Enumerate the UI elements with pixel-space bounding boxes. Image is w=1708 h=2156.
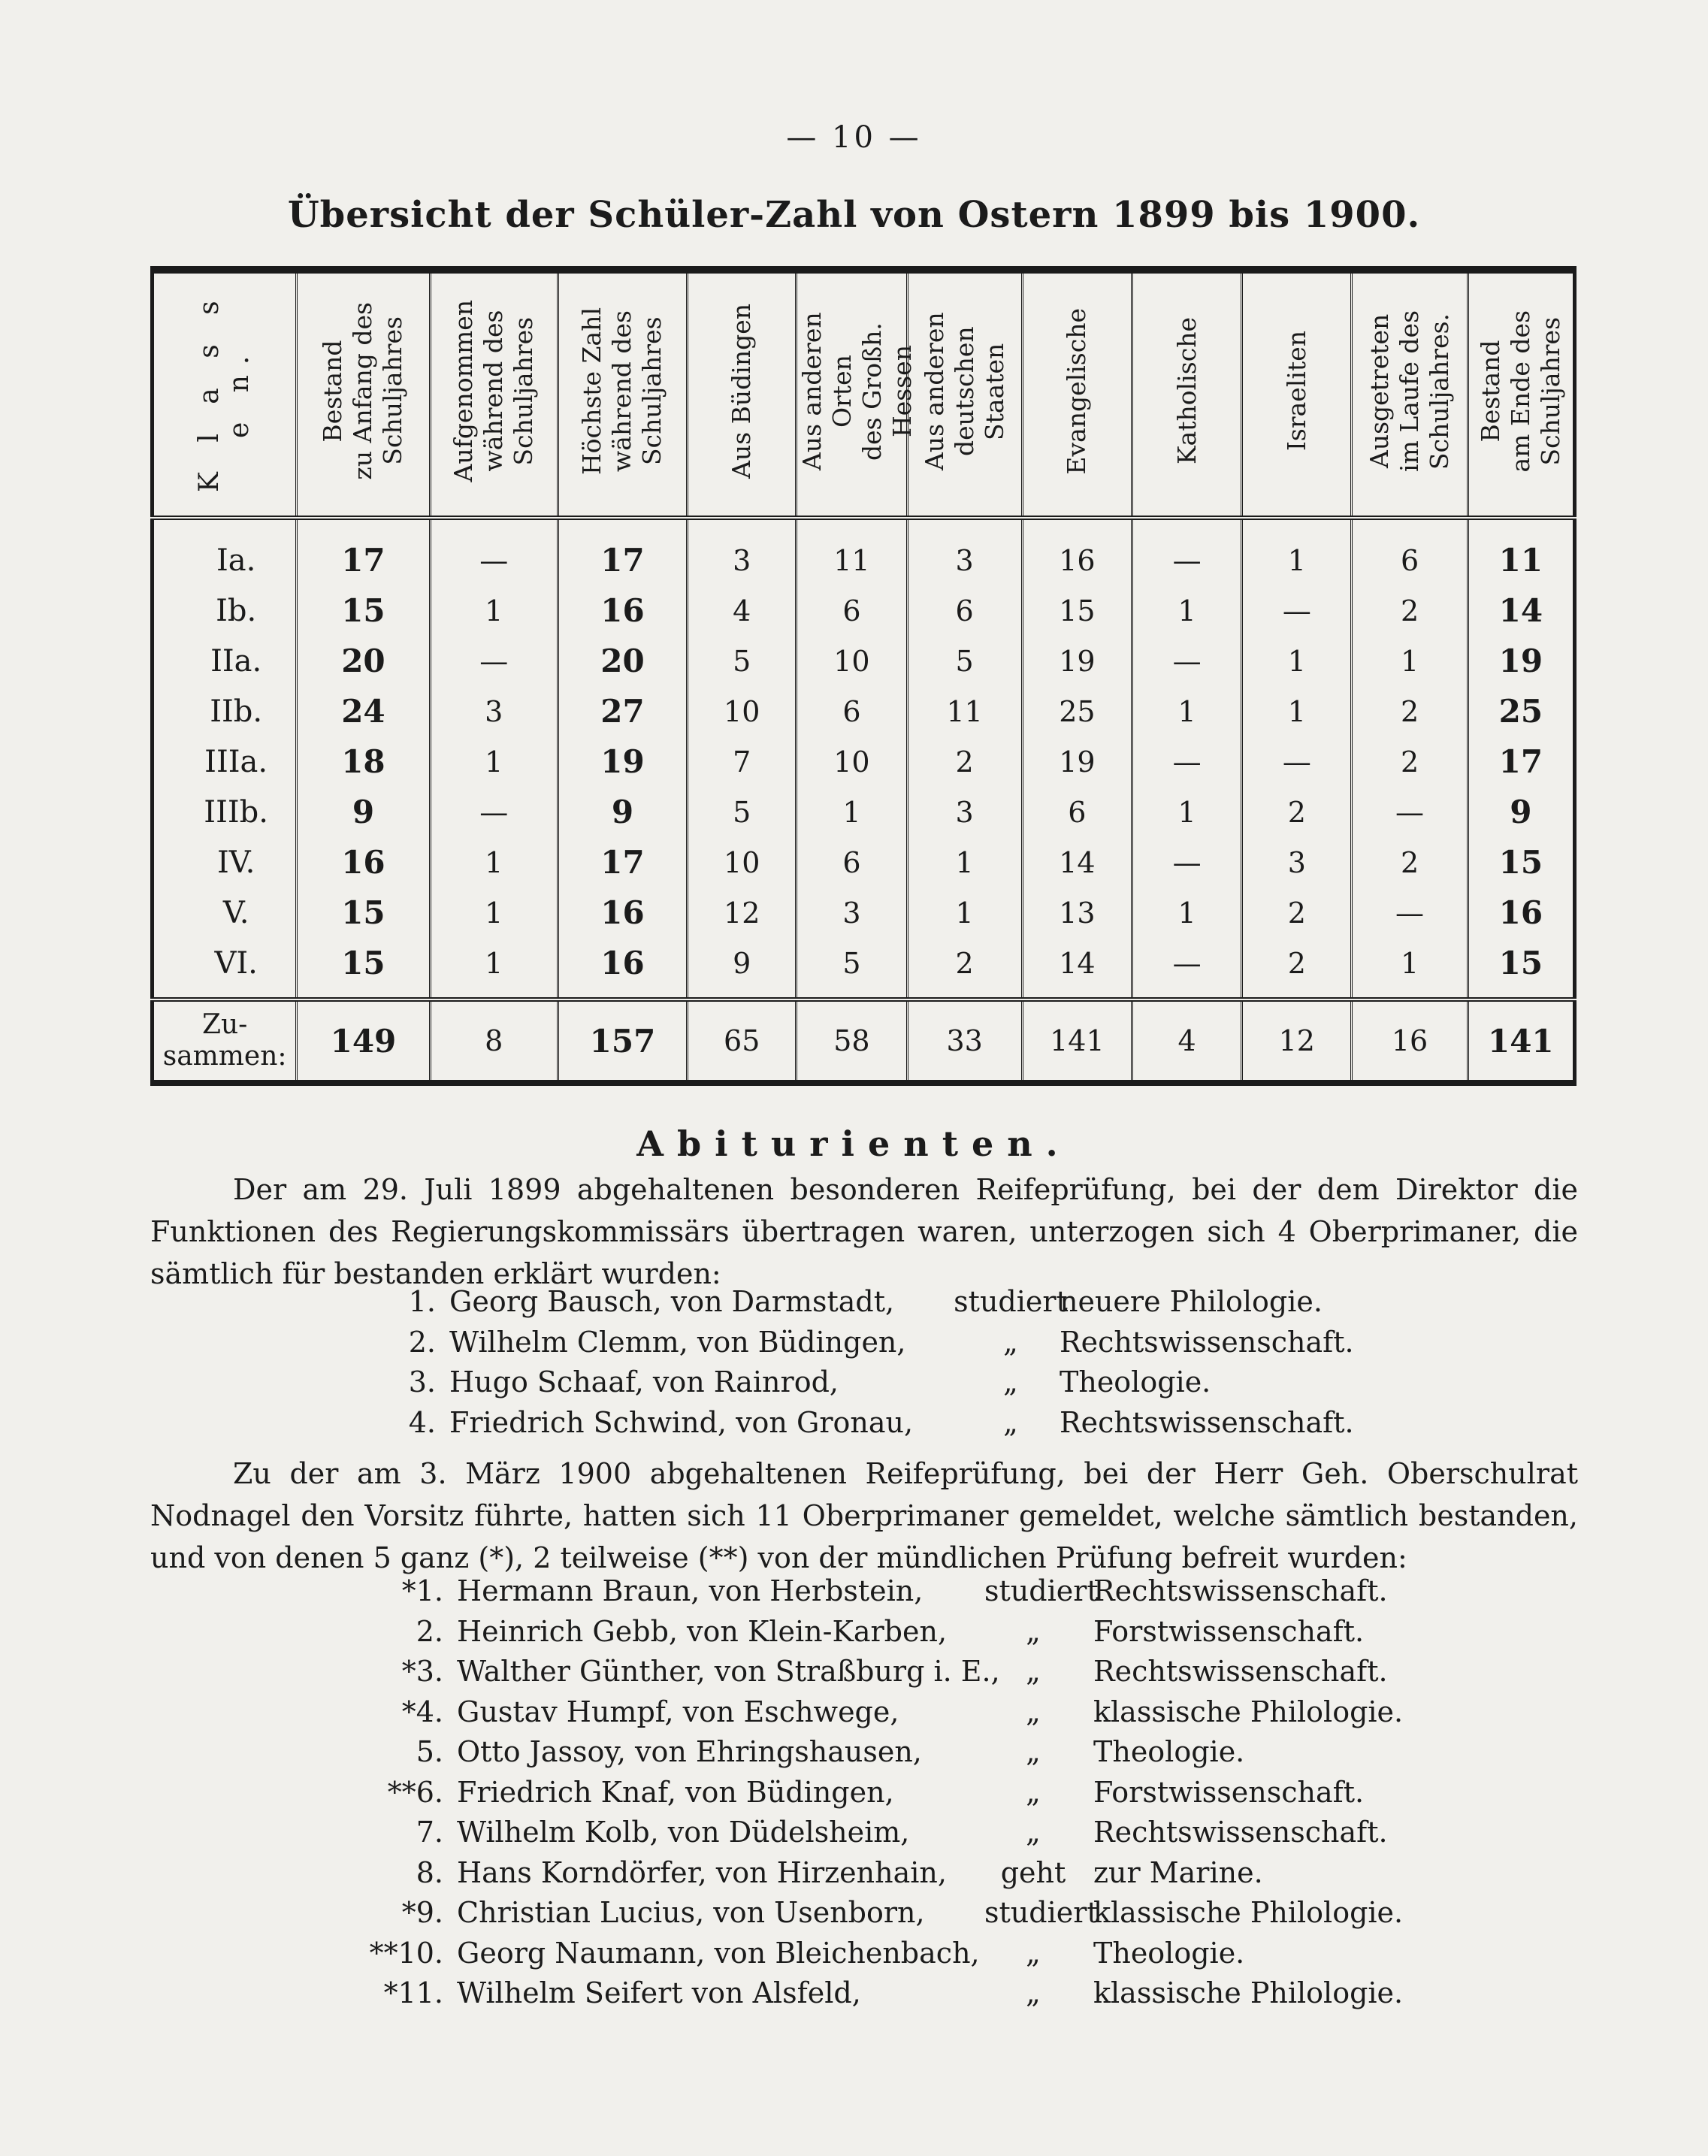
table-cell: 1 (1242, 636, 1352, 686)
graduate-number: *1. (401, 1574, 443, 1607)
table-cell: 11 (907, 686, 1022, 736)
table-cell: 20 (558, 636, 687, 686)
graduate-field: Rechtswissenschaft. (1060, 1405, 1354, 1439)
graduate-entry (0, 1615, 1708, 1656)
graduate-verb: „ (1026, 1655, 1041, 1688)
total-cell: 58 (797, 999, 907, 1080)
table-cell: — (1242, 736, 1352, 787)
table-cell: 19 (1022, 636, 1132, 686)
table-cell: 9 (688, 938, 797, 999)
class-name-cell: IV. (216, 845, 255, 880)
graduate-name: Wilhelm Seifert von Alsfeld, (457, 1976, 861, 2009)
class-name-cell: IIIa. (204, 744, 268, 779)
table-cell: 19 (558, 736, 687, 787)
class-name-cell: IIIb. (204, 794, 269, 830)
page-number: — 10 — (786, 120, 922, 155)
table-cell: 2 (1352, 585, 1468, 636)
table-cell: 2 (1242, 887, 1352, 938)
table-row (153, 636, 1575, 686)
page-title: Übersicht der Schüler-Zahl von Ostern 1899 bis 1900. (287, 194, 1421, 236)
graduate-name: Wilhelm Clemm, von Büdingen, (449, 1325, 906, 1359)
graduate-verb: „ (1003, 1325, 1018, 1359)
table-cell: 2 (907, 938, 1022, 999)
graduate-number: *4. (401, 1695, 443, 1728)
header-cell: Israeliten (1242, 274, 1352, 518)
class-name-cell: IIb. (210, 694, 263, 729)
graduate-entry (0, 1976, 1708, 2017)
table-cell: 9 (558, 787, 687, 837)
graduate-field: zur Marine. (1093, 1855, 1263, 1889)
table-cell: 17 (558, 837, 687, 887)
table-row (153, 518, 1575, 585)
graduate-entry (0, 1776, 1708, 1816)
table-cell: 1 (430, 837, 558, 887)
table-cell: 17 (1468, 736, 1574, 787)
table-cell: 11 (797, 518, 907, 585)
class-name-cell: IIa. (210, 643, 262, 679)
table-cell: 5 (797, 938, 907, 999)
total-cell: 12 (1242, 999, 1352, 1080)
total-cell: 157 (558, 999, 687, 1080)
table-cell: 19 (1022, 736, 1132, 787)
graduate-entry (0, 1655, 1708, 1695)
table-cell: 1 (430, 887, 558, 938)
graduate-name: Hermann Braun, von Herbstein, (457, 1574, 924, 1607)
graduate-field: klassische Philologie. (1093, 1695, 1404, 1728)
table-cell: 12 (688, 887, 797, 938)
table-cell: — (430, 518, 558, 585)
table-cell: 11 (1468, 518, 1574, 585)
table-cell: 16 (558, 585, 687, 636)
graduate-entry (0, 1816, 1708, 1856)
class-name-cell: Ib. (216, 593, 257, 628)
table-cell: 1 (430, 736, 558, 787)
graduate-verb: geht (1000, 1855, 1066, 1889)
table-row (153, 837, 1575, 887)
graduate-field: Rechtswissenschaft. (1093, 1816, 1388, 1849)
table-cell: 25 (1468, 686, 1574, 736)
graduate-number: 8. (416, 1855, 443, 1889)
header-cell: Evangelische (1022, 274, 1132, 518)
total-cell: 141 (1468, 999, 1574, 1080)
graduate-name: Walther Günther, von Straßburg i. E., (457, 1655, 1000, 1688)
table-cell: — (1132, 636, 1241, 686)
table-cell: 13 (1022, 887, 1132, 938)
table-bottom-rule (150, 1080, 1576, 1086)
header-cell: Ausgetreten im Laufe des Schuljahres. (1352, 274, 1468, 518)
total-cell: 149 (297, 999, 430, 1080)
table-row (153, 736, 1575, 787)
table-cell: 3 (430, 686, 558, 736)
graduate-number: 1. (408, 1285, 436, 1318)
table-cell: 10 (688, 686, 797, 736)
table-cell: 6 (797, 686, 907, 736)
graduate-entry (0, 1285, 1708, 1326)
graduate-number: **10. (369, 1936, 443, 1970)
table-cell: — (430, 636, 558, 686)
graduate-field: Rechtswissenschaft. (1093, 1655, 1388, 1688)
table-cell: 6 (797, 837, 907, 887)
graduate-number: **6. (387, 1775, 443, 1809)
table-cell: 1 (907, 837, 1022, 887)
table-cell: 10 (688, 837, 797, 887)
graduate-verb: „ (1026, 1614, 1041, 1648)
table-cell: 6 (797, 585, 907, 636)
total-cell: 16 (1352, 999, 1468, 1080)
table-cell: 6 (907, 585, 1022, 636)
graduate-field: Forstwissenschaft. (1093, 1614, 1365, 1648)
graduate-name: Heinrich Gebb, von Klein-Karben, (457, 1614, 948, 1648)
class-name-cell: VI. (214, 945, 258, 981)
table-top-rule (150, 266, 1576, 274)
table-cell: 10 (797, 736, 907, 787)
table-cell: 3 (1242, 837, 1352, 887)
table-cell: 15 (1022, 585, 1132, 636)
graduate-name: Gustav Humpf, von Eschwege, (457, 1695, 899, 1728)
table-row (153, 887, 1575, 938)
header-cell: Aus Büdingen (688, 274, 797, 518)
graduate-name: Hans Korndörfer, von Hirzenhain, (457, 1855, 947, 1889)
graduate-entry (0, 1937, 1708, 1977)
graduate-entry (0, 1856, 1708, 1897)
graduate-number: 4. (408, 1405, 436, 1439)
table-cell: — (1242, 585, 1352, 636)
table-cell: 2 (1242, 787, 1352, 837)
graduate-verb: „ (1003, 1365, 1018, 1399)
header-cell: Bestand zu Anfang des Schuljahres (297, 274, 430, 518)
graduate-field: Forstwissenschaft. (1093, 1775, 1365, 1809)
table-cell: 6 (1352, 518, 1468, 585)
table-cell: 15 (1468, 938, 1574, 999)
student-count-table (150, 266, 1576, 1086)
table-cell: 6 (1022, 787, 1132, 837)
graduate-number: 2. (408, 1325, 436, 1359)
table-row (153, 585, 1575, 636)
table-cell: 1 (1132, 787, 1241, 837)
table-cell: 5 (688, 636, 797, 686)
table-cell: 3 (907, 787, 1022, 837)
table-cell: 1 (430, 938, 558, 999)
graduate-verb: „ (1026, 1936, 1041, 1970)
graduate-field: Theologie. (1093, 1735, 1245, 1768)
header-cell: Höchste Zahl während des Schuljahres (558, 274, 687, 518)
graduate-field: klassische Philologie. (1093, 1976, 1404, 2009)
table-cell: 3 (797, 887, 907, 938)
table-cell: 1 (1242, 686, 1352, 736)
graduate-field: Theologie. (1093, 1936, 1245, 1970)
header-cell: K l a s s e n. (153, 274, 297, 518)
graduate-number: 2. (416, 1614, 443, 1648)
table-cell: 2 (1352, 736, 1468, 787)
graduate-name: Hugo Schaaf, von Rainrod, (449, 1365, 839, 1399)
total-cell: 4 (1132, 999, 1241, 1080)
total-cell: 141 (1022, 999, 1132, 1080)
section-heading: Abiturienten. (636, 1123, 1072, 1164)
graduate-verb: „ (1026, 1735, 1041, 1768)
graduate-field: neuere Philologie. (1060, 1285, 1323, 1318)
graduate-entry (0, 1406, 1708, 1447)
table-cell: 15 (1468, 837, 1574, 887)
table-cell: 15 (297, 938, 430, 999)
table-cell: 16 (558, 887, 687, 938)
table-cell: 24 (297, 686, 430, 736)
graduate-number: 3. (408, 1365, 436, 1399)
graduate-field: Theologie. (1060, 1365, 1211, 1399)
graduate-field: klassische Philologie. (1093, 1896, 1404, 1929)
graduate-entry (0, 1326, 1708, 1366)
table-cell: 16 (297, 837, 430, 887)
header-cell: Aufgenommen während des Schuljahres (430, 274, 558, 518)
table-cell: 25 (1022, 686, 1132, 736)
graduate-number: *3. (401, 1655, 443, 1688)
table-row (153, 686, 1575, 736)
table-cell: — (1352, 787, 1468, 837)
table-cell: 9 (1468, 787, 1574, 837)
table-cell: 9 (297, 787, 430, 837)
table-row (153, 938, 1575, 999)
graduate-entry (0, 1896, 1708, 1937)
graduate-entry (0, 1695, 1708, 1736)
graduate-entry (0, 1574, 1708, 1615)
table-cell: — (1132, 938, 1241, 999)
table-cell: 17 (558, 518, 687, 585)
graduate-entry (0, 1365, 1708, 1406)
table-cell: — (1132, 736, 1241, 787)
table-row (153, 787, 1575, 837)
graduate-number: 7. (416, 1816, 443, 1849)
graduate-verb: „ (1026, 1775, 1041, 1809)
graduate-name: Georg Bausch, von Darmstadt, (449, 1285, 895, 1318)
graduates-list-2 (0, 1574, 1708, 2017)
table-cell: 16 (558, 938, 687, 999)
table-cell: 2 (1352, 686, 1468, 736)
class-name-cell: Ia. (216, 543, 256, 578)
table-cell: 2 (907, 736, 1022, 787)
table-cell: 19 (1468, 636, 1574, 686)
table-cell: 1 (1242, 518, 1352, 585)
table-cell: 17 (297, 518, 430, 585)
table-cell: 27 (558, 686, 687, 736)
table-cell: 14 (1022, 837, 1132, 887)
table-cell: 7 (688, 736, 797, 787)
table-cell: 1 (907, 887, 1022, 938)
total-cell: 33 (907, 999, 1022, 1080)
graduate-verb: „ (1026, 1816, 1041, 1849)
header-cell: Aus anderen deutschen Staaten (907, 274, 1022, 518)
header-cell: Aus anderen Orten des Großh. Hessen (797, 274, 907, 518)
table-cell: — (430, 787, 558, 837)
graduate-verb: studiert (984, 1896, 1099, 1929)
total-cell: 65 (688, 999, 797, 1080)
header-cell: Katholische (1132, 274, 1241, 518)
graduate-name: Friedrich Schwind, von Gronau, (449, 1405, 914, 1439)
graduate-number: *9. (401, 1896, 443, 1929)
graduate-verb: „ (1026, 1695, 1041, 1728)
table-cell: 3 (907, 518, 1022, 585)
graduate-field: Rechtswissenschaft. (1093, 1574, 1388, 1607)
table-cell: 16 (1468, 887, 1574, 938)
table-cell: 1 (797, 787, 907, 837)
table-cell: 5 (688, 787, 797, 837)
table-header-row (153, 274, 1575, 518)
total-label-cell: Zu- sammen: (153, 999, 297, 1080)
table-cell: 1 (1352, 938, 1468, 999)
table-cell: — (1352, 887, 1468, 938)
table-cell: 1 (1352, 636, 1468, 686)
table-cell: 1 (430, 585, 558, 636)
class-name-cell: V. (222, 895, 249, 930)
graduate-verb: studiert (954, 1285, 1068, 1318)
table-total-row (153, 999, 1575, 1080)
table-cell: 15 (297, 585, 430, 636)
paragraph-second-exam (150, 1453, 1578, 1579)
graduate-name: Georg Naumann, von Bleichenbach, (457, 1936, 980, 1970)
table-cell: 5 (907, 636, 1022, 686)
table-cell: 2 (1242, 938, 1352, 999)
table-cell: 1 (1132, 887, 1241, 938)
table-cell: 14 (1022, 938, 1132, 999)
graduate-number: *11. (383, 1976, 443, 2009)
graduates-list-1 (0, 1285, 1708, 1446)
table-cell: 3 (688, 518, 797, 585)
graduate-name: Wilhelm Kolb, von Düdelsheim, (457, 1816, 910, 1849)
table-cell: 2 (1352, 837, 1468, 887)
table-cell: 10 (797, 636, 907, 686)
table-cell: 1 (1132, 686, 1241, 736)
table-cell: 16 (1022, 518, 1132, 585)
graduate-number: 5. (416, 1735, 443, 1768)
graduate-entry (0, 1735, 1708, 1776)
paragraph-first-exam (150, 1169, 1578, 1295)
table-cell: — (1132, 518, 1241, 585)
graduate-name: Otto Jassoy, von Ehringshausen, (457, 1735, 922, 1768)
paragraph-first-exam-text: Der am 29. Juli 1899 abgehaltenen besonderen Reifeprüfung, bei der dem Direktor die Funktionen des Regierungskommissärs übertragen waren, unterzogen sich 4 Oberprimaner, die sämtlich für bestanden erklärt wurden: (150, 1173, 1578, 1290)
table-cell: 1 (1132, 585, 1241, 636)
table-cell: 14 (1468, 585, 1574, 636)
graduate-verb: „ (1003, 1405, 1018, 1439)
table-cell: — (1132, 837, 1241, 887)
graduate-verb: „ (1026, 1976, 1041, 2009)
table-cell: 20 (297, 636, 430, 686)
graduate-name: Christian Lucius, von Usenborn, (457, 1896, 925, 1929)
table-cell: 18 (297, 736, 430, 787)
graduate-verb: studiert (984, 1574, 1099, 1607)
paragraph-second-exam-text: Zu der am 3. März 1900 abgehaltenen Reifeprüfung, bei der Herr Geh. Oberschulrat Nodnagel den Vorsitz führte, hatten sich 11 Oberprimaner gemeldet, welche sämtlich bestanden, und von denen 5 ganz (*), 2 teilweise (**) von der mündlichen Prüfung befreit wurden: (150, 1457, 1578, 1574)
table-cell: 4 (688, 585, 797, 636)
graduate-name: Friedrich Knaf, von Büdingen, (457, 1775, 894, 1809)
table-cell: 15 (297, 887, 430, 938)
total-cell: 8 (430, 999, 558, 1080)
header-cell: Bestand am Ende des Schuljahres (1468, 274, 1574, 518)
graduate-field: Rechtswissenschaft. (1060, 1325, 1354, 1359)
